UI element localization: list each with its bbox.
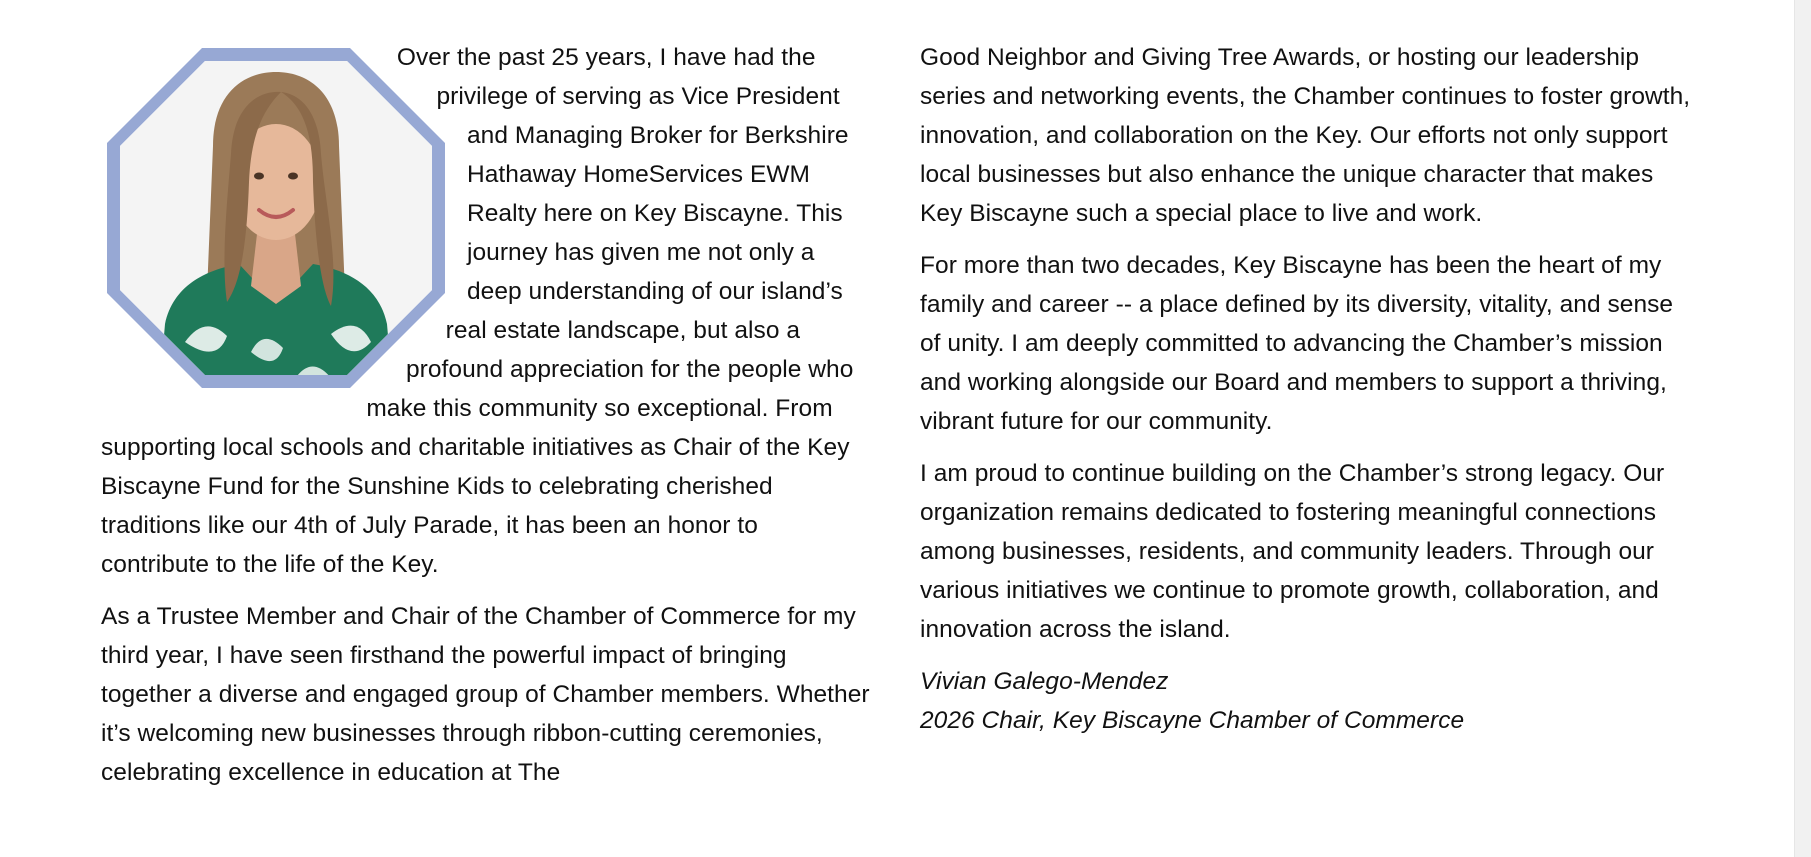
paragraph-legacy: I am proud to continue building on the Chamber’s strong legacy. Our organization remains dedicated to fostering meaningful connections among businesses, residents, and community leaders. Through our various initiatives we continue to promote growth, collaboration, and innovation across the island. — [920, 460, 1665, 643]
left-column — [101, 38, 871, 805]
signature-block — [920, 662, 1700, 740]
paragraph-awards: Good Neighbor and Giving Tree Awards, or hosting our leadership series and networking events, the Chamber continues to foster growth, innovation, and collaboration on the Key. Our efforts not only support local businesses but also enhance the unique character that makes Key Biscayne such a special place to live and work. — [920, 44, 1691, 227]
paragraph-intro-text: Over the past 25 years, I have had the privilege of serving as Vice President and Managing Broker for Berkshire Hathaway HomeServices EWM Realty here on Key Biscayne. This journey has given me not only a deep understanding of our island’s real estate landscape, but also a profound appreciation for the people who make this community so exceptional. From supporting local schools and charitable initiatives as Chair of the Key Biscayne Fund for the Sunshine Kids to celebrating cherished traditions like our 4th of July Parade, it has been an honor to contribute to the life of the Key. — [101, 44, 854, 578]
paragraph-two-decades: For more than two decades, Key Biscayne has been the heart of my family and career -- a place defined by its diversity, vitality, and sense of unity. I am deeply committed to advancing the Chamber’s mission and working alongside our Board and members to support a thriving, vibrant future for our community. — [920, 252, 1674, 435]
vertical-scrollbar[interactable] — [1794, 0, 1811, 857]
portrait-frame — [101, 42, 451, 394]
paragraph-intro — [101, 38, 871, 584]
right-column — [920, 38, 1700, 740]
signature-name: Vivian Galego-Mendez — [920, 668, 1169, 695]
signature-title: 2026 Chair, Key Biscayne Chamber of Commerce — [920, 707, 1465, 734]
paragraph-trustee: As a Trustee Member and Chair of the Chamber of Commerce for my third year, I have seen firsthand the powerful impact of bringing together a diverse and engaged group of Chamber members. Whether it’s welcoming new businesses through ribbon-cutting ceremonies, celebrating excellence in education at The — [101, 603, 870, 786]
portrait-photo-icon — [101, 42, 451, 394]
